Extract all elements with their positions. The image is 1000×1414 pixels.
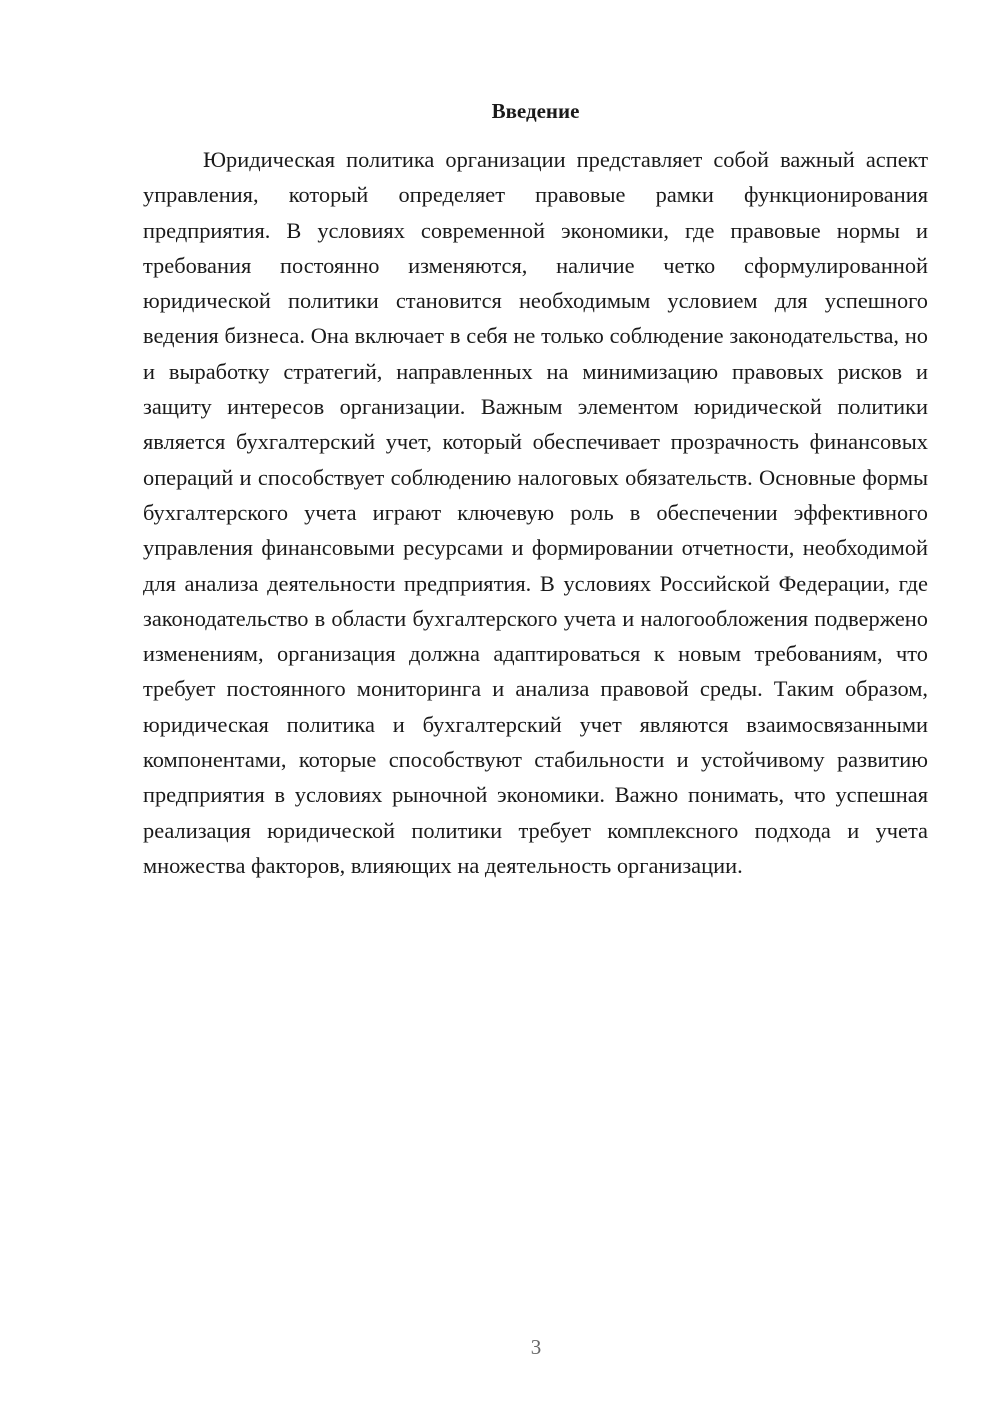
introduction-paragraph: Юридическая политика организации представляет собой важный аспект управления, который определяет правовые рамки функционирования предприятия. В условиях современной экономики, где правовые нормы и требования постоянно изменяются, наличие четко сформулированной юридической политики становится необходимым условием для успешного ведения бизнеса. Она включает в себя не только соблюдение законодательства, но и выработку стратегий, направленных на минимизацию правовых рисков и защиту интересов организации. Важным элементом юридической политики является бухгалтерский учет, который обеспечивает прозрачность финансовых операций и способствует соблюдению налоговых обязательств. Основные формы бухгалтерского учета играют ключевую роль в обеспечении эффективного управления финансовыми ресурсами и формировании отчетности, необходимой для анализа деятельности предприятия. В условиях Российской Федерации, где законодательство в области бухгалтерского учета и налогообложения подвержено изменениям, организация должна адаптироваться к новым требованиям, что требует постоянного мониторинга и анализа правовой среды. Таким образом, юридическая политика и бухгалтерский учет являются взаимосвязанными компонентами, которые способствуют стабильности и устойчивому развитию предприятия в условиях рыночной экономики. Важно понимать, что успешная реализация юридической политики требует комплексного подхода и учета множества факторов, влияющих на деятельность организации. <box>143 147 928 878</box>
section-heading: Введение <box>491 99 580 123</box>
page-number: 3 <box>530 1335 542 1359</box>
